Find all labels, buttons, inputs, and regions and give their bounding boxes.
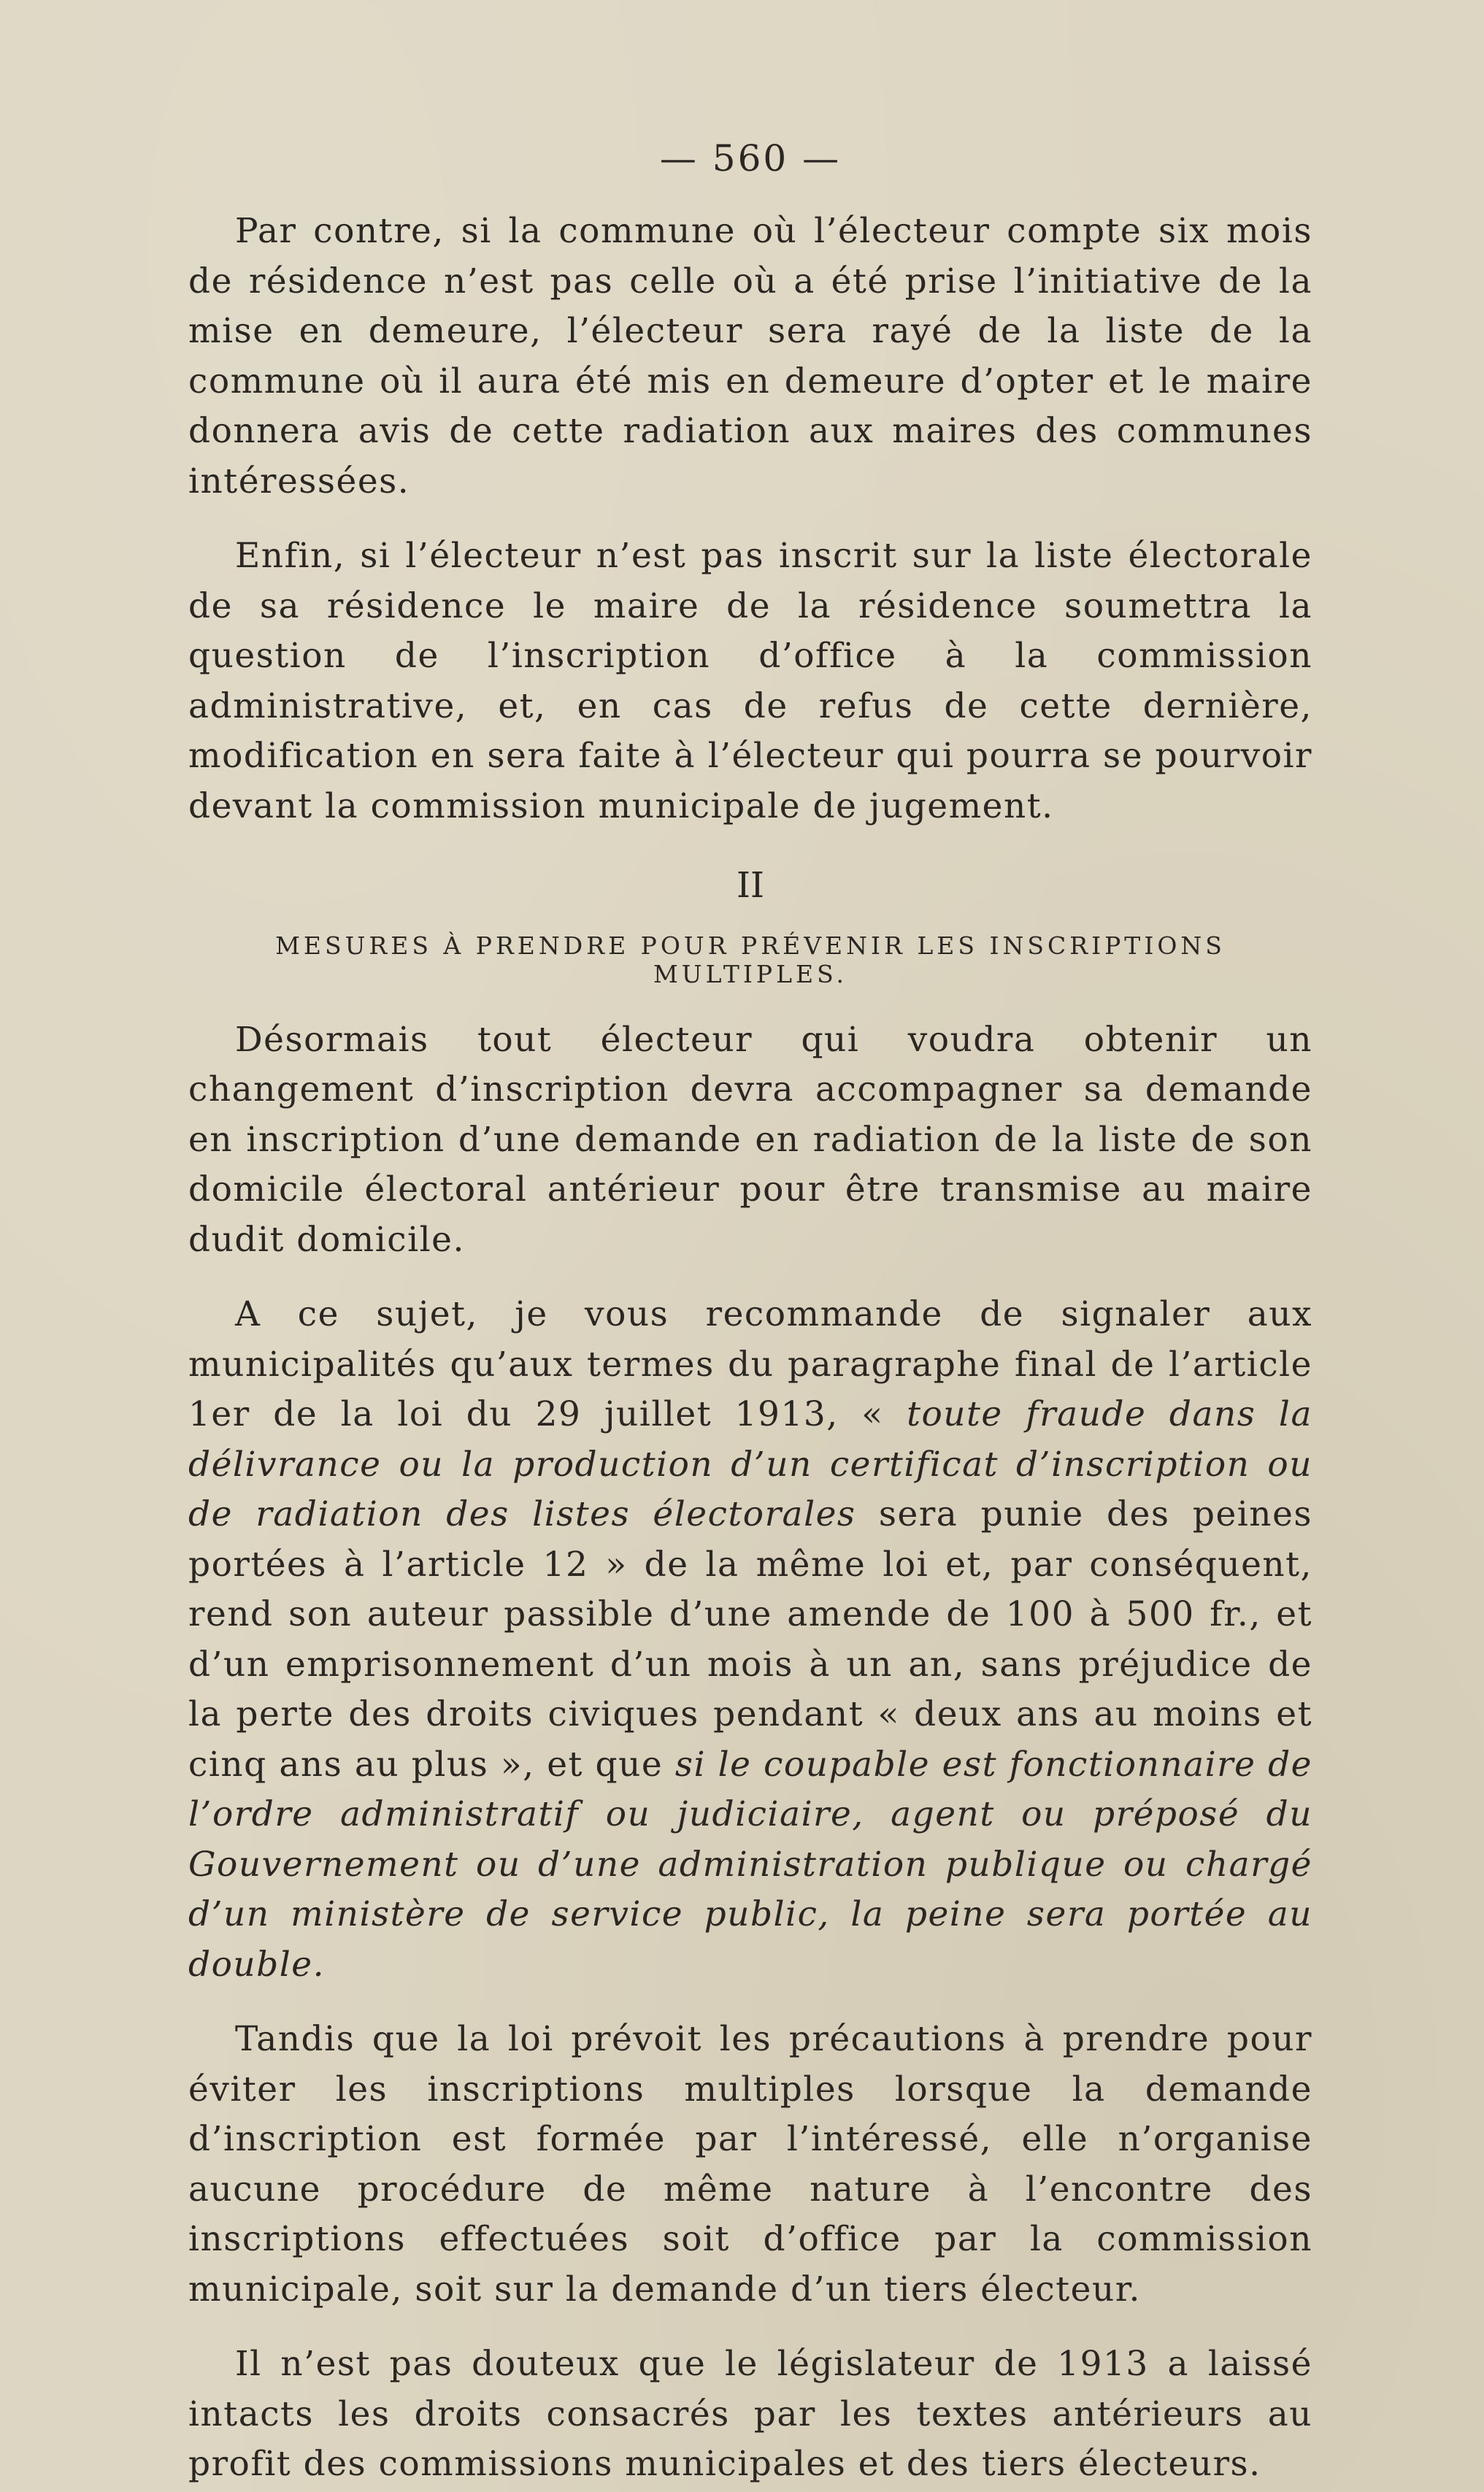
section-heading: MESURES À PRENDRE POUR PRÉVENIR LES INSCRIPTIONS MULTIPLES. xyxy=(275,931,1226,989)
paragraph-precautions: Tandis que la loi prévoit les précautions à prendre pour éviter les inscriptions multiples lorsque la demande d’inscription est formée par l’intéressé, elle n’organise aucune procédure de même nature à l’encontre des inscriptions effectuées soit d’office par la commission municipale, soit sur la demande d’un tiers électeur. xyxy=(188,2019,1312,2310)
paragraph-fraude xyxy=(188,1290,1312,1990)
paragraph-changement-inscription: Désormais tout électeur qui voudra obtenir un changement d’inscription devra accompagner sa demande en inscription d’une demande en radiation de la liste de son domicile électoral antérieur pour être transmise au maire dudit domicile. xyxy=(188,1019,1312,1260)
fraude-intro-text: A ce sujet, je vous recommande de signaler aux municipalités qu’aux termes du paragraphe final de l’article 1er de la loi du 29 juillet 1913, « xyxy=(188,1294,1312,1435)
page-content xyxy=(188,139,1312,2490)
fraude-penalty-text: sera punie des peines portées à l’article 12 » de la même loi et, par conséquent, rend son auteur passible d’une amende de 100 à 500 fr., et d’un emprisonnement d’un mois à un an, sans préjudice de la perte des droits civiques pendant « deux ans au moins et cinq ans au plus », et que xyxy=(188,1494,1312,1785)
paragraph-legislateur: Il n’est pas douteux que le législateur de 1913 a laissé intacts les droits consacrés par les textes antérieurs au profit des commissions municipales et des tiers électeurs. xyxy=(188,2344,1312,2485)
paragraph-residence: Par contre, si la commune où l’électeur compte six mois de résidence n’est pas celle où a été prise l’initiative de la mise en demeure, l’électeur sera rayé de la liste de la commune où il aura été mis en demeure d’opter et le maire donnera avis de cette radiation aux maires des communes intéressées. xyxy=(188,211,1312,501)
fraude-double-penalty-text: si le coupable est fonctionnaire de l’ordre administratif ou judiciaire, agent ou préposé du Gouvernement ou d’une administration publique ou chargé d’un ministère de service public, la peine sera portée au double. xyxy=(188,1744,1312,1985)
paragraph-inscription-office: Enfin, si l’électeur n’est pas inscrit sur la liste électorale de sa résidence le maire de la résidence soumettra la question de l’inscription d’office à la commission administrative, et, en cas de refus de cette dernière, modification en sera faite à l’électeur qui pourra se pourvoir devant la commission municipale de jugement. xyxy=(188,536,1312,826)
fraude-quote-text: toute fraude dans la délivrance ou la production d’un certificat d’inscription ou de radiation des listes électorales xyxy=(188,1394,1312,1535)
section-number: II xyxy=(737,865,764,906)
page-number: — 560 — xyxy=(659,137,842,180)
